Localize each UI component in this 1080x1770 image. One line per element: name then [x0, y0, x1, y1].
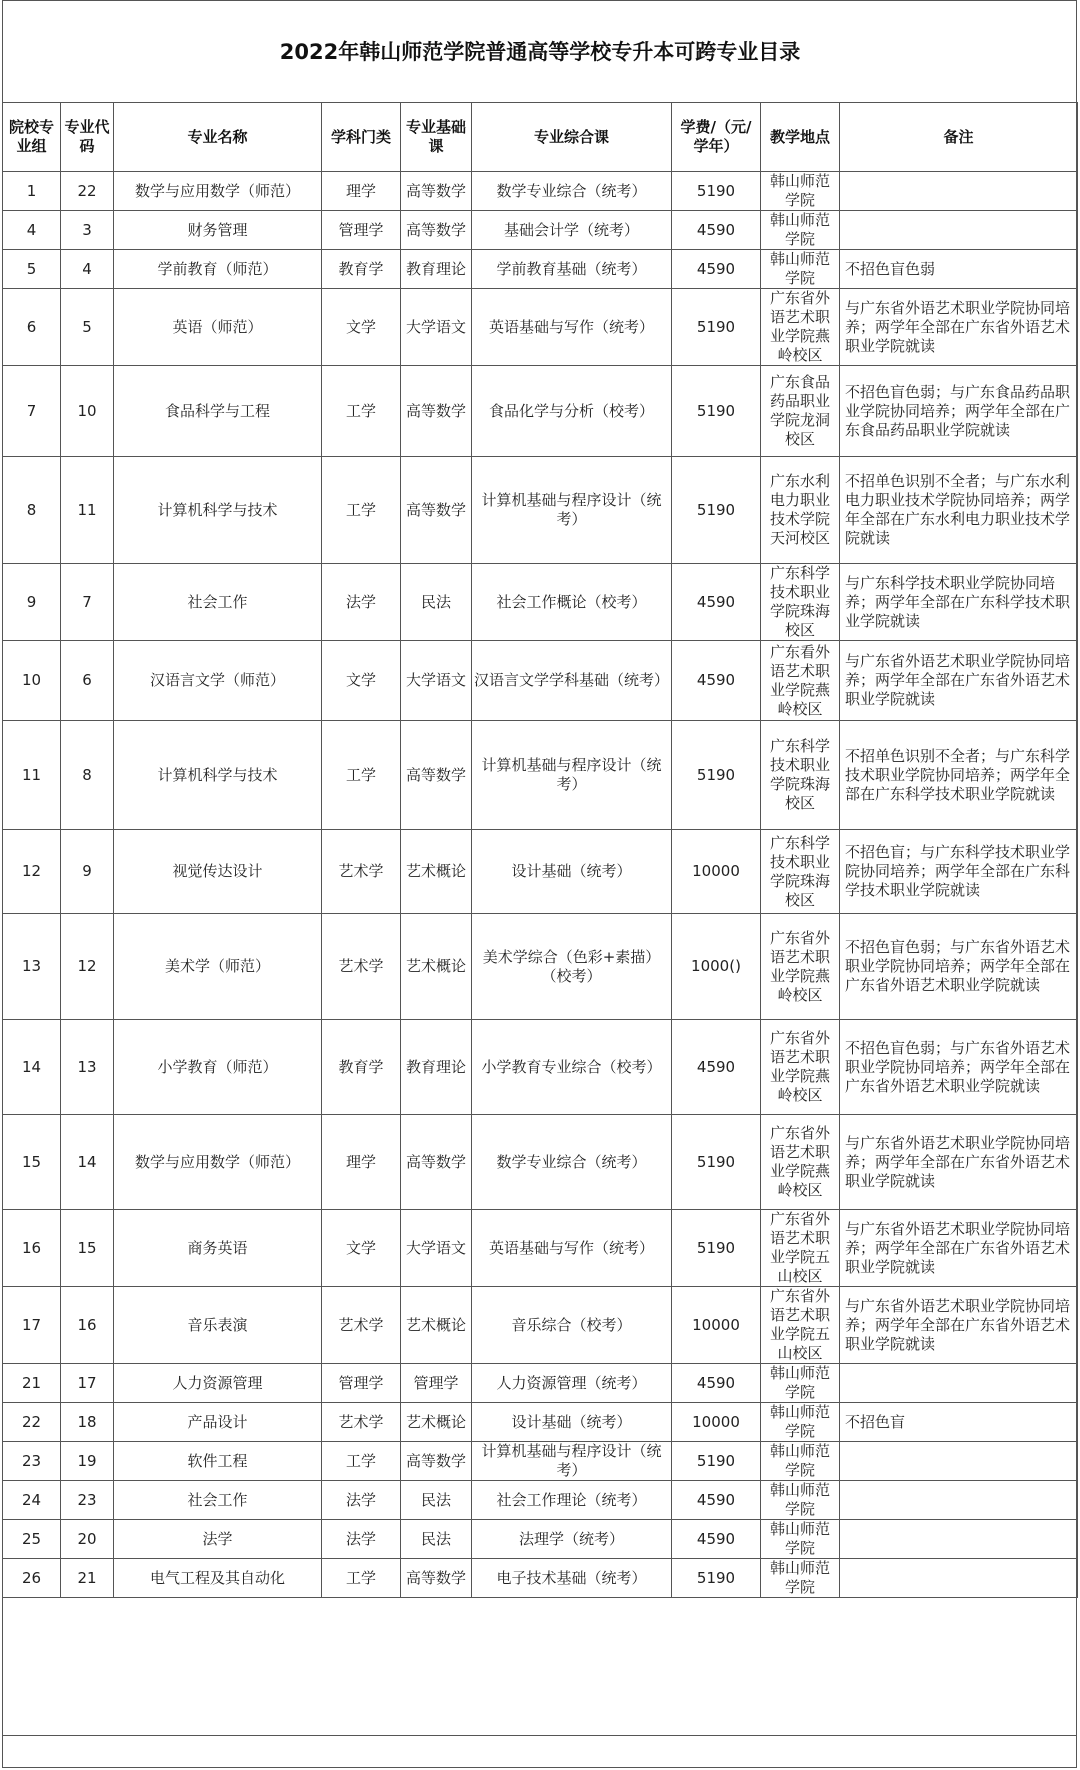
- cell-comprehensive-course: 英语基础与写作（统考）: [472, 1210, 672, 1287]
- cell-comprehensive-course: 小学教育专业综合（校考）: [472, 1020, 672, 1115]
- cell-remarks: 不招单色识别不全者；与广东科学技术职业学院协同培养；两学年全部在广东科学技术职业学院就读: [840, 721, 1078, 830]
- table-row: [3, 1520, 1078, 1559]
- cell-basic-course: 大学语文: [401, 1210, 472, 1287]
- cell-discipline: 教育学: [322, 1020, 401, 1115]
- cell-tuition: 4590: [672, 1481, 761, 1520]
- table-row: [3, 457, 1078, 564]
- cell-discipline: 管理学: [322, 1364, 401, 1403]
- table-row: [3, 1559, 1078, 1598]
- cell-comprehensive-course: 计算机基础与程序设计（统考）: [472, 721, 672, 830]
- table-row: [3, 830, 1078, 914]
- cell-discipline: 工学: [322, 457, 401, 564]
- cell-major: 电气工程及其自动化: [114, 1559, 322, 1598]
- cell-major: 计算机科学与技术: [114, 457, 322, 564]
- cell-discipline: 文学: [322, 1210, 401, 1287]
- table-row: [3, 1020, 1078, 1115]
- cell-tuition: 5190: [672, 721, 761, 830]
- cell-group: 11: [3, 721, 61, 830]
- cell-comprehensive-course: 数学专业综合（统考）: [472, 1115, 672, 1210]
- cell-location: 韩山师范学院: [761, 1559, 840, 1598]
- cell-tuition: 4590: [672, 564, 761, 641]
- col-header-code: 专业代码: [61, 103, 114, 172]
- cell-comprehensive-course: 食品化学与分析（校考）: [472, 366, 672, 457]
- cell-code: 13: [61, 1020, 114, 1115]
- cell-comprehensive-course: 人力资源管理（统考）: [472, 1364, 672, 1403]
- cell-tuition: 5190: [672, 289, 761, 366]
- cell-group: 10: [3, 641, 61, 721]
- cell-basic-course: 高等数学: [401, 1442, 472, 1481]
- cell-remarks: 不招色盲: [840, 1403, 1078, 1442]
- cell-group: 12: [3, 830, 61, 914]
- cell-discipline: 工学: [322, 721, 401, 830]
- cell-comprehensive-course: 英语基础与写作（统考）: [472, 289, 672, 366]
- cell-discipline: 艺术学: [322, 914, 401, 1020]
- cell-remarks: 不招色盲色弱；与广东省外语艺术职业学院协同培养；两学年全部在广东省外语艺术职业学院就读: [840, 914, 1078, 1020]
- cell-discipline: 理学: [322, 172, 401, 211]
- cell-code: 9: [61, 830, 114, 914]
- table-row: [3, 250, 1078, 289]
- cell-major: 小学教育（师范）: [114, 1020, 322, 1115]
- cell-comprehensive-course: 社会工作理论（统考）: [472, 1481, 672, 1520]
- col-header-major: 专业名称: [114, 103, 322, 172]
- col-header-discipline: 学科门类: [322, 103, 401, 172]
- cell-remarks: 与广东省外语艺术职业学院协同培养；两学年全部在广东省外语艺术职业学院就读: [840, 1210, 1078, 1287]
- cell-group: 8: [3, 457, 61, 564]
- cell-location: 韩山师范学院: [761, 1520, 840, 1559]
- cell-remarks: 不招色盲色弱；与广东食品药品职业学院协同培养；两学年全部在广东食品药品职业学院就读: [840, 366, 1078, 457]
- table-row: [3, 1481, 1078, 1520]
- cell-group: 23: [3, 1442, 61, 1481]
- table-row: [3, 564, 1078, 641]
- footer-divider: [2, 1735, 1077, 1736]
- cell-code: 3: [61, 211, 114, 250]
- cell-tuition: 5190: [672, 1210, 761, 1287]
- cell-basic-course: 教育理论: [401, 250, 472, 289]
- table-row: [3, 1442, 1078, 1481]
- col-header-remarks: 备注: [840, 103, 1078, 172]
- cell-basic-course: 艺术概论: [401, 1287, 472, 1364]
- cell-major: 社会工作: [114, 564, 322, 641]
- cell-discipline: 文学: [322, 289, 401, 366]
- major-catalog-table: [2, 102, 1078, 1598]
- cell-location: 广东省外语艺术职业学院五山校区: [761, 1287, 840, 1364]
- cell-location: 广东省外语艺术职业学院燕岭校区: [761, 914, 840, 1020]
- cell-code: 7: [61, 564, 114, 641]
- cell-location: 韩山师范学院: [761, 1364, 840, 1403]
- cell-location: 广东省外语艺术职业学院燕岭校区: [761, 289, 840, 366]
- cell-group: 14: [3, 1020, 61, 1115]
- cell-basic-course: 艺术概论: [401, 1403, 472, 1442]
- cell-basic-course: 高等数学: [401, 172, 472, 211]
- cell-basic-course: 高等数学: [401, 366, 472, 457]
- cell-major: 财务管理: [114, 211, 322, 250]
- cell-discipline: 法学: [322, 1520, 401, 1559]
- cell-remarks: 不招单色识别不全者；与广东水利电力职业技术学院协同培养；两学年全部在广东水利电力职业技术学院就读: [840, 457, 1078, 564]
- cell-major: 汉语言文学（师范）: [114, 641, 322, 721]
- cell-tuition: 5190: [672, 172, 761, 211]
- cell-code: 6: [61, 641, 114, 721]
- cell-discipline: 工学: [322, 1559, 401, 1598]
- cell-remarks: 与广东省外语艺术职业学院协同培养；两学年全部在广东省外语艺术职业学院就读: [840, 289, 1078, 366]
- cell-code: 23: [61, 1481, 114, 1520]
- cell-basic-course: 民法: [401, 1481, 472, 1520]
- cell-tuition: 4590: [672, 1020, 761, 1115]
- cell-discipline: 管理学: [322, 211, 401, 250]
- cell-comprehensive-course: 学前教育基础（统考）: [472, 250, 672, 289]
- table-row: [3, 172, 1078, 211]
- cell-comprehensive-course: 汉语言文学学科基础（统考）: [472, 641, 672, 721]
- cell-basic-course: 管理学: [401, 1364, 472, 1403]
- cell-tuition: 5190: [672, 1115, 761, 1210]
- cell-group: 4: [3, 211, 61, 250]
- table-row: [3, 1403, 1078, 1442]
- cell-group: 9: [3, 564, 61, 641]
- cell-discipline: 法学: [322, 564, 401, 641]
- cell-location: 广东科学技术职业学院珠海校区: [761, 830, 840, 914]
- cell-remarks: [840, 172, 1078, 211]
- table-body: [3, 172, 1078, 1598]
- cell-code: 18: [61, 1403, 114, 1442]
- table-row: [3, 1115, 1078, 1210]
- cell-code: 11: [61, 457, 114, 564]
- cell-location: 广东科学技术职业学院珠海校区: [761, 721, 840, 830]
- cell-code: 5: [61, 289, 114, 366]
- col-header-basic-course: 专业基础课: [401, 103, 472, 172]
- cell-basic-course: 高等数学: [401, 1115, 472, 1210]
- cell-location: 广东省外语艺术职业学院燕岭校区: [761, 1020, 840, 1115]
- cell-remarks: [840, 1481, 1078, 1520]
- cell-basic-course: 艺术概论: [401, 914, 472, 1020]
- cell-major: 社会工作: [114, 1481, 322, 1520]
- cell-basic-course: 民法: [401, 1520, 472, 1559]
- cell-location: 韩山师范学院: [761, 211, 840, 250]
- table-row: [3, 914, 1078, 1020]
- cell-remarks: [840, 1520, 1078, 1559]
- cell-location: 广东科学技术职业学院珠海校区: [761, 564, 840, 641]
- cell-tuition: 1000(): [672, 914, 761, 1020]
- cell-group: 22: [3, 1403, 61, 1442]
- cell-major: 产品设计: [114, 1403, 322, 1442]
- cell-major: 视觉传达设计: [114, 830, 322, 914]
- cell-basic-course: 艺术概论: [401, 830, 472, 914]
- cell-tuition: 5190: [672, 366, 761, 457]
- cell-group: 15: [3, 1115, 61, 1210]
- cell-comprehensive-course: 数学专业综合（统考）: [472, 172, 672, 211]
- cell-code: 20: [61, 1520, 114, 1559]
- cell-code: 16: [61, 1287, 114, 1364]
- cell-code: 21: [61, 1559, 114, 1598]
- cell-location: 韩山师范学院: [761, 172, 840, 211]
- cell-remarks: [840, 1364, 1078, 1403]
- cell-tuition: 5190: [672, 1442, 761, 1481]
- cell-remarks: 不招色盲色弱: [840, 250, 1078, 289]
- cell-group: 17: [3, 1287, 61, 1364]
- cell-basic-course: 高等数学: [401, 211, 472, 250]
- cell-discipline: 教育学: [322, 250, 401, 289]
- cell-major: 食品科学与工程: [114, 366, 322, 457]
- cell-remarks: [840, 1442, 1078, 1481]
- col-header-group: 院校专业组: [3, 103, 61, 172]
- cell-location: 韩山师范学院: [761, 250, 840, 289]
- cell-comprehensive-course: 基础会计学（统考）: [472, 211, 672, 250]
- table-row: [3, 1364, 1078, 1403]
- cell-tuition: 4590: [672, 250, 761, 289]
- cell-group: 16: [3, 1210, 61, 1287]
- cell-group: 21: [3, 1364, 61, 1403]
- col-header-tuition: 学费/（元/学年）: [672, 103, 761, 172]
- cell-comprehensive-course: 设计基础（统考）: [472, 1403, 672, 1442]
- table-row: [3, 721, 1078, 830]
- cell-basic-course: 教育理论: [401, 1020, 472, 1115]
- cell-group: 25: [3, 1520, 61, 1559]
- cell-major: 计算机科学与技术: [114, 721, 322, 830]
- cell-major: 音乐表演: [114, 1287, 322, 1364]
- cell-group: 6: [3, 289, 61, 366]
- table-row: [3, 1210, 1078, 1287]
- cell-major: 美术学（师范）: [114, 914, 322, 1020]
- cell-remarks: 与广东省外语艺术职业学院协同培养；两学年全部在广东省外语艺术职业学院就读: [840, 641, 1078, 721]
- cell-comprehensive-course: 美术学综合（色彩+素描）（校考）: [472, 914, 672, 1020]
- cell-basic-course: 高等数学: [401, 721, 472, 830]
- cell-location: 韩山师范学院: [761, 1442, 840, 1481]
- cell-code: 15: [61, 1210, 114, 1287]
- cell-group: 26: [3, 1559, 61, 1598]
- cell-location: 韩山师范学院: [761, 1403, 840, 1442]
- cell-major: 英语（师范）: [114, 289, 322, 366]
- cell-group: 5: [3, 250, 61, 289]
- cell-major: 人力资源管理: [114, 1364, 322, 1403]
- cell-code: 22: [61, 172, 114, 211]
- cell-comprehensive-course: 社会工作概论（校考）: [472, 564, 672, 641]
- cell-location: 广东省外语艺术职业学院五山校区: [761, 1210, 840, 1287]
- cell-basic-course: 民法: [401, 564, 472, 641]
- cell-major: 商务英语: [114, 1210, 322, 1287]
- cell-tuition: 4590: [672, 1364, 761, 1403]
- table-row: [3, 211, 1078, 250]
- cell-tuition: 5190: [672, 1559, 761, 1598]
- cell-tuition: 4590: [672, 1520, 761, 1559]
- cell-code: 17: [61, 1364, 114, 1403]
- cell-tuition: 10000: [672, 1287, 761, 1364]
- cell-tuition: 5190: [672, 457, 761, 564]
- cell-tuition: 4590: [672, 641, 761, 721]
- cell-discipline: 法学: [322, 1481, 401, 1520]
- table-row: [3, 641, 1078, 721]
- cell-group: 13: [3, 914, 61, 1020]
- cell-remarks: 与广东省外语艺术职业学院协同培养；两学年全部在广东省外语艺术职业学院就读: [840, 1287, 1078, 1364]
- cell-major: 数学与应用数学（师范）: [114, 172, 322, 211]
- table-row: [3, 1287, 1078, 1364]
- cell-discipline: 艺术学: [322, 1403, 401, 1442]
- cell-tuition: 4590: [672, 211, 761, 250]
- cell-discipline: 理学: [322, 1115, 401, 1210]
- cell-group: 1: [3, 172, 61, 211]
- cell-discipline: 工学: [322, 1442, 401, 1481]
- cell-comprehensive-course: 电子技术基础（统考）: [472, 1559, 672, 1598]
- cell-group: 7: [3, 366, 61, 457]
- cell-code: 12: [61, 914, 114, 1020]
- cell-discipline: 文学: [322, 641, 401, 721]
- cell-group: 24: [3, 1481, 61, 1520]
- cell-location: 广东水利电力职业技术学院天河校区: [761, 457, 840, 564]
- col-header-location: 教学地点: [761, 103, 840, 172]
- cell-remarks: [840, 1559, 1078, 1598]
- cell-basic-course: 大学语文: [401, 289, 472, 366]
- cell-basic-course: 大学语文: [401, 641, 472, 721]
- cell-tuition: 10000: [672, 1403, 761, 1442]
- cell-location: 广东食品药品职业学院龙洞校区: [761, 366, 840, 457]
- cell-comprehensive-course: 设计基础（统考）: [472, 830, 672, 914]
- cell-remarks: 与广东科学技术职业学院协同培养；两学年全部在广东科学技术职业学院就读: [840, 564, 1078, 641]
- cell-major: 学前教育（师范）: [114, 250, 322, 289]
- cell-comprehensive-course: 音乐综合（校考）: [472, 1287, 672, 1364]
- cell-remarks: [840, 211, 1078, 250]
- cell-discipline: 艺术学: [322, 1287, 401, 1364]
- cell-remarks: 不招色盲；与广东科学技术职业学院协同培养；两学年全部在广东科学技术职业学院就读: [840, 830, 1078, 914]
- cell-location: 广东看外语艺术职业学院燕岭校区: [761, 641, 840, 721]
- cell-remarks: 与广东省外语艺术职业学院协同培养；两学年全部在广东省外语艺术职业学院就读: [840, 1115, 1078, 1210]
- cell-major: 软件工程: [114, 1442, 322, 1481]
- cell-discipline: 工学: [322, 366, 401, 457]
- table-row: [3, 366, 1078, 457]
- cell-comprehensive-course: 计算机基础与程序设计（统考）: [472, 1442, 672, 1481]
- cell-basic-course: 高等数学: [401, 1559, 472, 1598]
- table-row: [3, 289, 1078, 366]
- table-header-row: [3, 103, 1078, 172]
- cell-remarks: 不招色盲色弱；与广东省外语艺术职业学院协同培养；两学年全部在广东省外语艺术职业学院就读: [840, 1020, 1078, 1115]
- col-header-comprehensive-course: 专业综合课: [472, 103, 672, 172]
- cell-basic-course: 高等数学: [401, 457, 472, 564]
- cell-code: 4: [61, 250, 114, 289]
- cell-code: 8: [61, 721, 114, 830]
- cell-location: 韩山师范学院: [761, 1481, 840, 1520]
- cell-tuition: 10000: [672, 830, 761, 914]
- cell-code: 14: [61, 1115, 114, 1210]
- cell-code: 10: [61, 366, 114, 457]
- document-title: 2022年韩山师范学院普通高等学校专升本可跨专业目录: [279, 40, 801, 64]
- cell-major: 法学: [114, 1520, 322, 1559]
- cell-discipline: 艺术学: [322, 830, 401, 914]
- cell-comprehensive-course: 计算机基础与程序设计（统考）: [472, 457, 672, 564]
- cell-major: 数学与应用数学（师范）: [114, 1115, 322, 1210]
- cell-code: 19: [61, 1442, 114, 1481]
- cell-location: 广东省外语艺术职业学院燕岭校区: [761, 1115, 840, 1210]
- cell-comprehensive-course: 法理学（统考）: [472, 1520, 672, 1559]
